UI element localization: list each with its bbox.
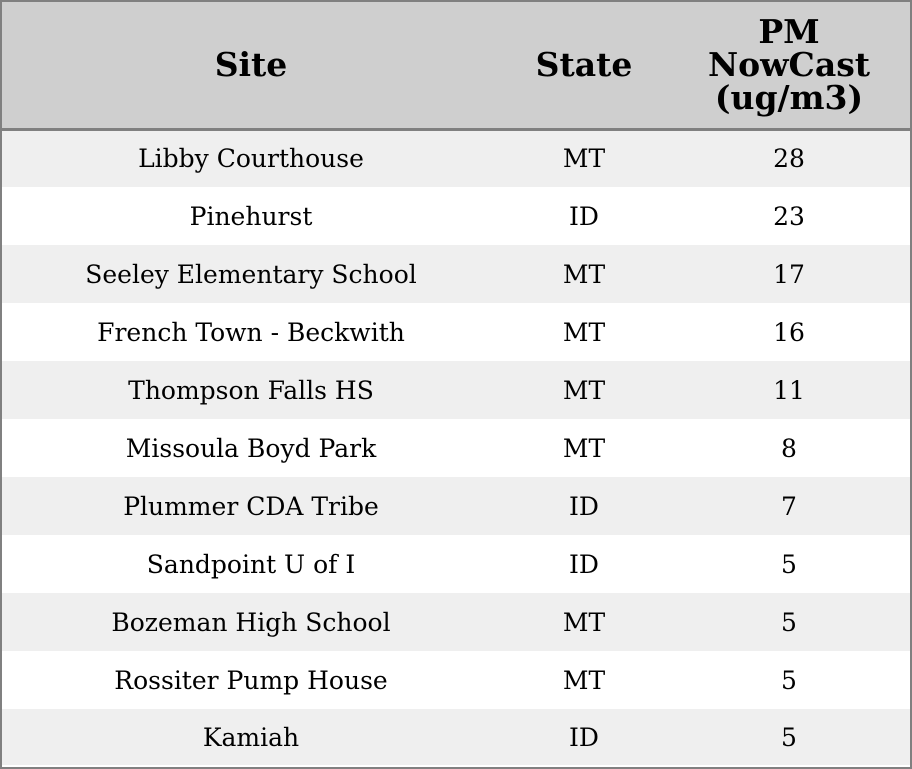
header-row bbox=[2, 2, 910, 129]
pm-cell: 28 bbox=[773, 144, 805, 174]
site-cell: Kamiah bbox=[202, 722, 300, 752]
pm-cell: 5 bbox=[781, 549, 797, 579]
pm-cell: 7 bbox=[781, 491, 797, 521]
pm-cell: 11 bbox=[773, 375, 805, 405]
table-row bbox=[2, 361, 910, 419]
state-cell: ID bbox=[569, 201, 599, 231]
pm-header-line-2: NowCast bbox=[707, 45, 871, 85]
pm-cell: 23 bbox=[773, 201, 805, 231]
pm-cell: 17 bbox=[773, 259, 805, 289]
table-row bbox=[2, 303, 910, 361]
site-cell: Pinehurst bbox=[189, 201, 313, 231]
table-row bbox=[2, 709, 910, 765]
site-cell: Plummer CDA Tribe bbox=[123, 491, 379, 521]
pm-cell: 8 bbox=[781, 433, 797, 463]
pm-header-line-3: (ug/m3) bbox=[714, 78, 864, 118]
column-header-site: Site bbox=[2, 2, 500, 129]
table-row bbox=[2, 419, 910, 477]
state-cell: MT bbox=[562, 433, 606, 463]
site-cell: Sandpoint U of I bbox=[146, 549, 356, 579]
state-cell: MT bbox=[562, 144, 606, 174]
table-row bbox=[2, 651, 910, 709]
table-row bbox=[2, 477, 910, 535]
state-cell: ID bbox=[569, 549, 599, 579]
pm-header-line-1: PM bbox=[758, 12, 820, 52]
state-cell: MT bbox=[562, 375, 606, 405]
table-header bbox=[2, 2, 910, 129]
table-body bbox=[2, 129, 910, 765]
state-cell: ID bbox=[569, 722, 599, 752]
table-row bbox=[2, 593, 910, 651]
pm-cell: 5 bbox=[781, 722, 797, 752]
state-cell: MT bbox=[562, 317, 606, 347]
table-row bbox=[2, 245, 910, 303]
site-cell: Rossiter Pump House bbox=[114, 665, 388, 695]
site-cell: Bozeman High School bbox=[111, 607, 391, 637]
column-header-pm-nowcast bbox=[668, 2, 910, 129]
state-cell: MT bbox=[562, 665, 606, 695]
column-header-state: State bbox=[500, 2, 668, 129]
table-row bbox=[2, 535, 910, 593]
pm-cell: 5 bbox=[781, 607, 797, 637]
air-quality-table bbox=[2, 2, 910, 765]
state-cell: MT bbox=[562, 607, 606, 637]
table-row bbox=[2, 129, 910, 187]
state-cell: MT bbox=[562, 259, 606, 289]
table-row bbox=[2, 187, 910, 245]
pm-cell: 16 bbox=[773, 317, 805, 347]
pm-cell: 5 bbox=[781, 665, 797, 695]
site-cell: Missoula Boyd Park bbox=[125, 433, 377, 463]
state-cell: ID bbox=[569, 491, 599, 521]
site-cell: French Town - Beckwith bbox=[97, 317, 405, 347]
site-cell: Seeley Elementary School bbox=[85, 259, 417, 289]
site-cell: Thompson Falls HS bbox=[128, 375, 374, 405]
site-cell: Libby Courthouse bbox=[138, 144, 364, 174]
